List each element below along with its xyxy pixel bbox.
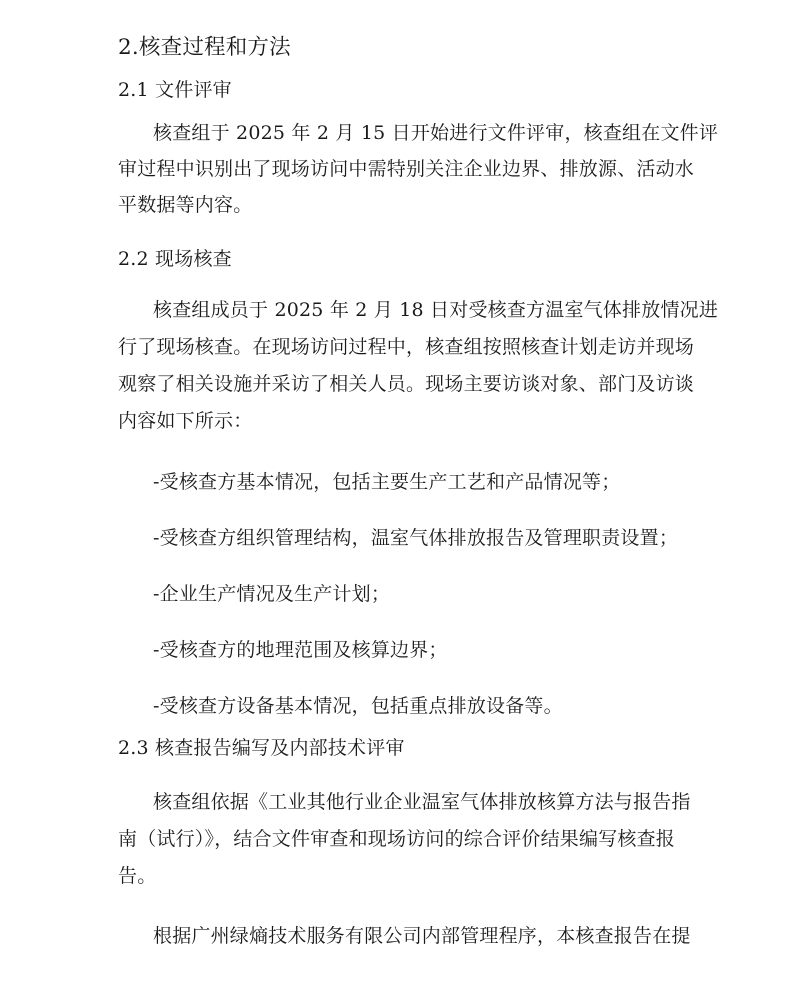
- section-title: 2.核查过程和方法: [118, 35, 291, 60]
- paragraph-line: 南（试行）》，结合文件审查和现场访问的综合评价结果编写核查报: [118, 828, 676, 850]
- subsection-heading-2-2: 2.2 现场核查: [118, 248, 232, 270]
- paragraph-line: 行了现场核查。在现场访问过程中，核查组按照核查计划走访并现场: [118, 336, 695, 358]
- paragraph-line: 核查组成员于 2025 年 2 月 18 日对受核查方温室气体排放情况进: [153, 299, 719, 321]
- paragraph-line: 内容如下所示：: [118, 410, 253, 432]
- list-item: -企业生产情况及生产计划；: [153, 583, 391, 605]
- subsection-heading-2-3: 2.3 核查报告编写及内部技术评审: [118, 737, 405, 759]
- list-item: -受核查方的地理范围及核算边界；: [153, 639, 448, 661]
- paragraph-line: 告。: [118, 865, 157, 887]
- paragraph-line: 观察了相关设施并采访了相关人员。现场主要访谈对象、部门及访谈: [118, 373, 695, 395]
- subsection-heading-2-1: 2.1 文件评审: [118, 79, 232, 101]
- paragraph-line: 审过程中识别出了现场访问中需特别关注企业边界、排放源、活动水: [118, 158, 695, 180]
- list-item: -受核查方组织管理结构，温室气体排放报告及管理职责设置；: [153, 527, 679, 549]
- paragraph-line: 核查组于 2025 年 2 月 15 日开始进行文件评审，核查组在文件评: [153, 122, 719, 144]
- paragraph-line: 平数据等内容。: [118, 194, 253, 216]
- paragraph-line: 核查组依据《工业其他行业企业温室气体排放核算方法与报告指: [153, 791, 691, 813]
- paragraph-line: 根据广州绿熵技术服务有限公司内部管理程序，本核查报告在提: [153, 925, 691, 947]
- list-item: -受核查方基本情况，包括主要生产工艺和产品情况等；: [153, 471, 621, 493]
- list-item: -受核查方设备基本情况，包括重点排放设备等。: [153, 695, 563, 717]
